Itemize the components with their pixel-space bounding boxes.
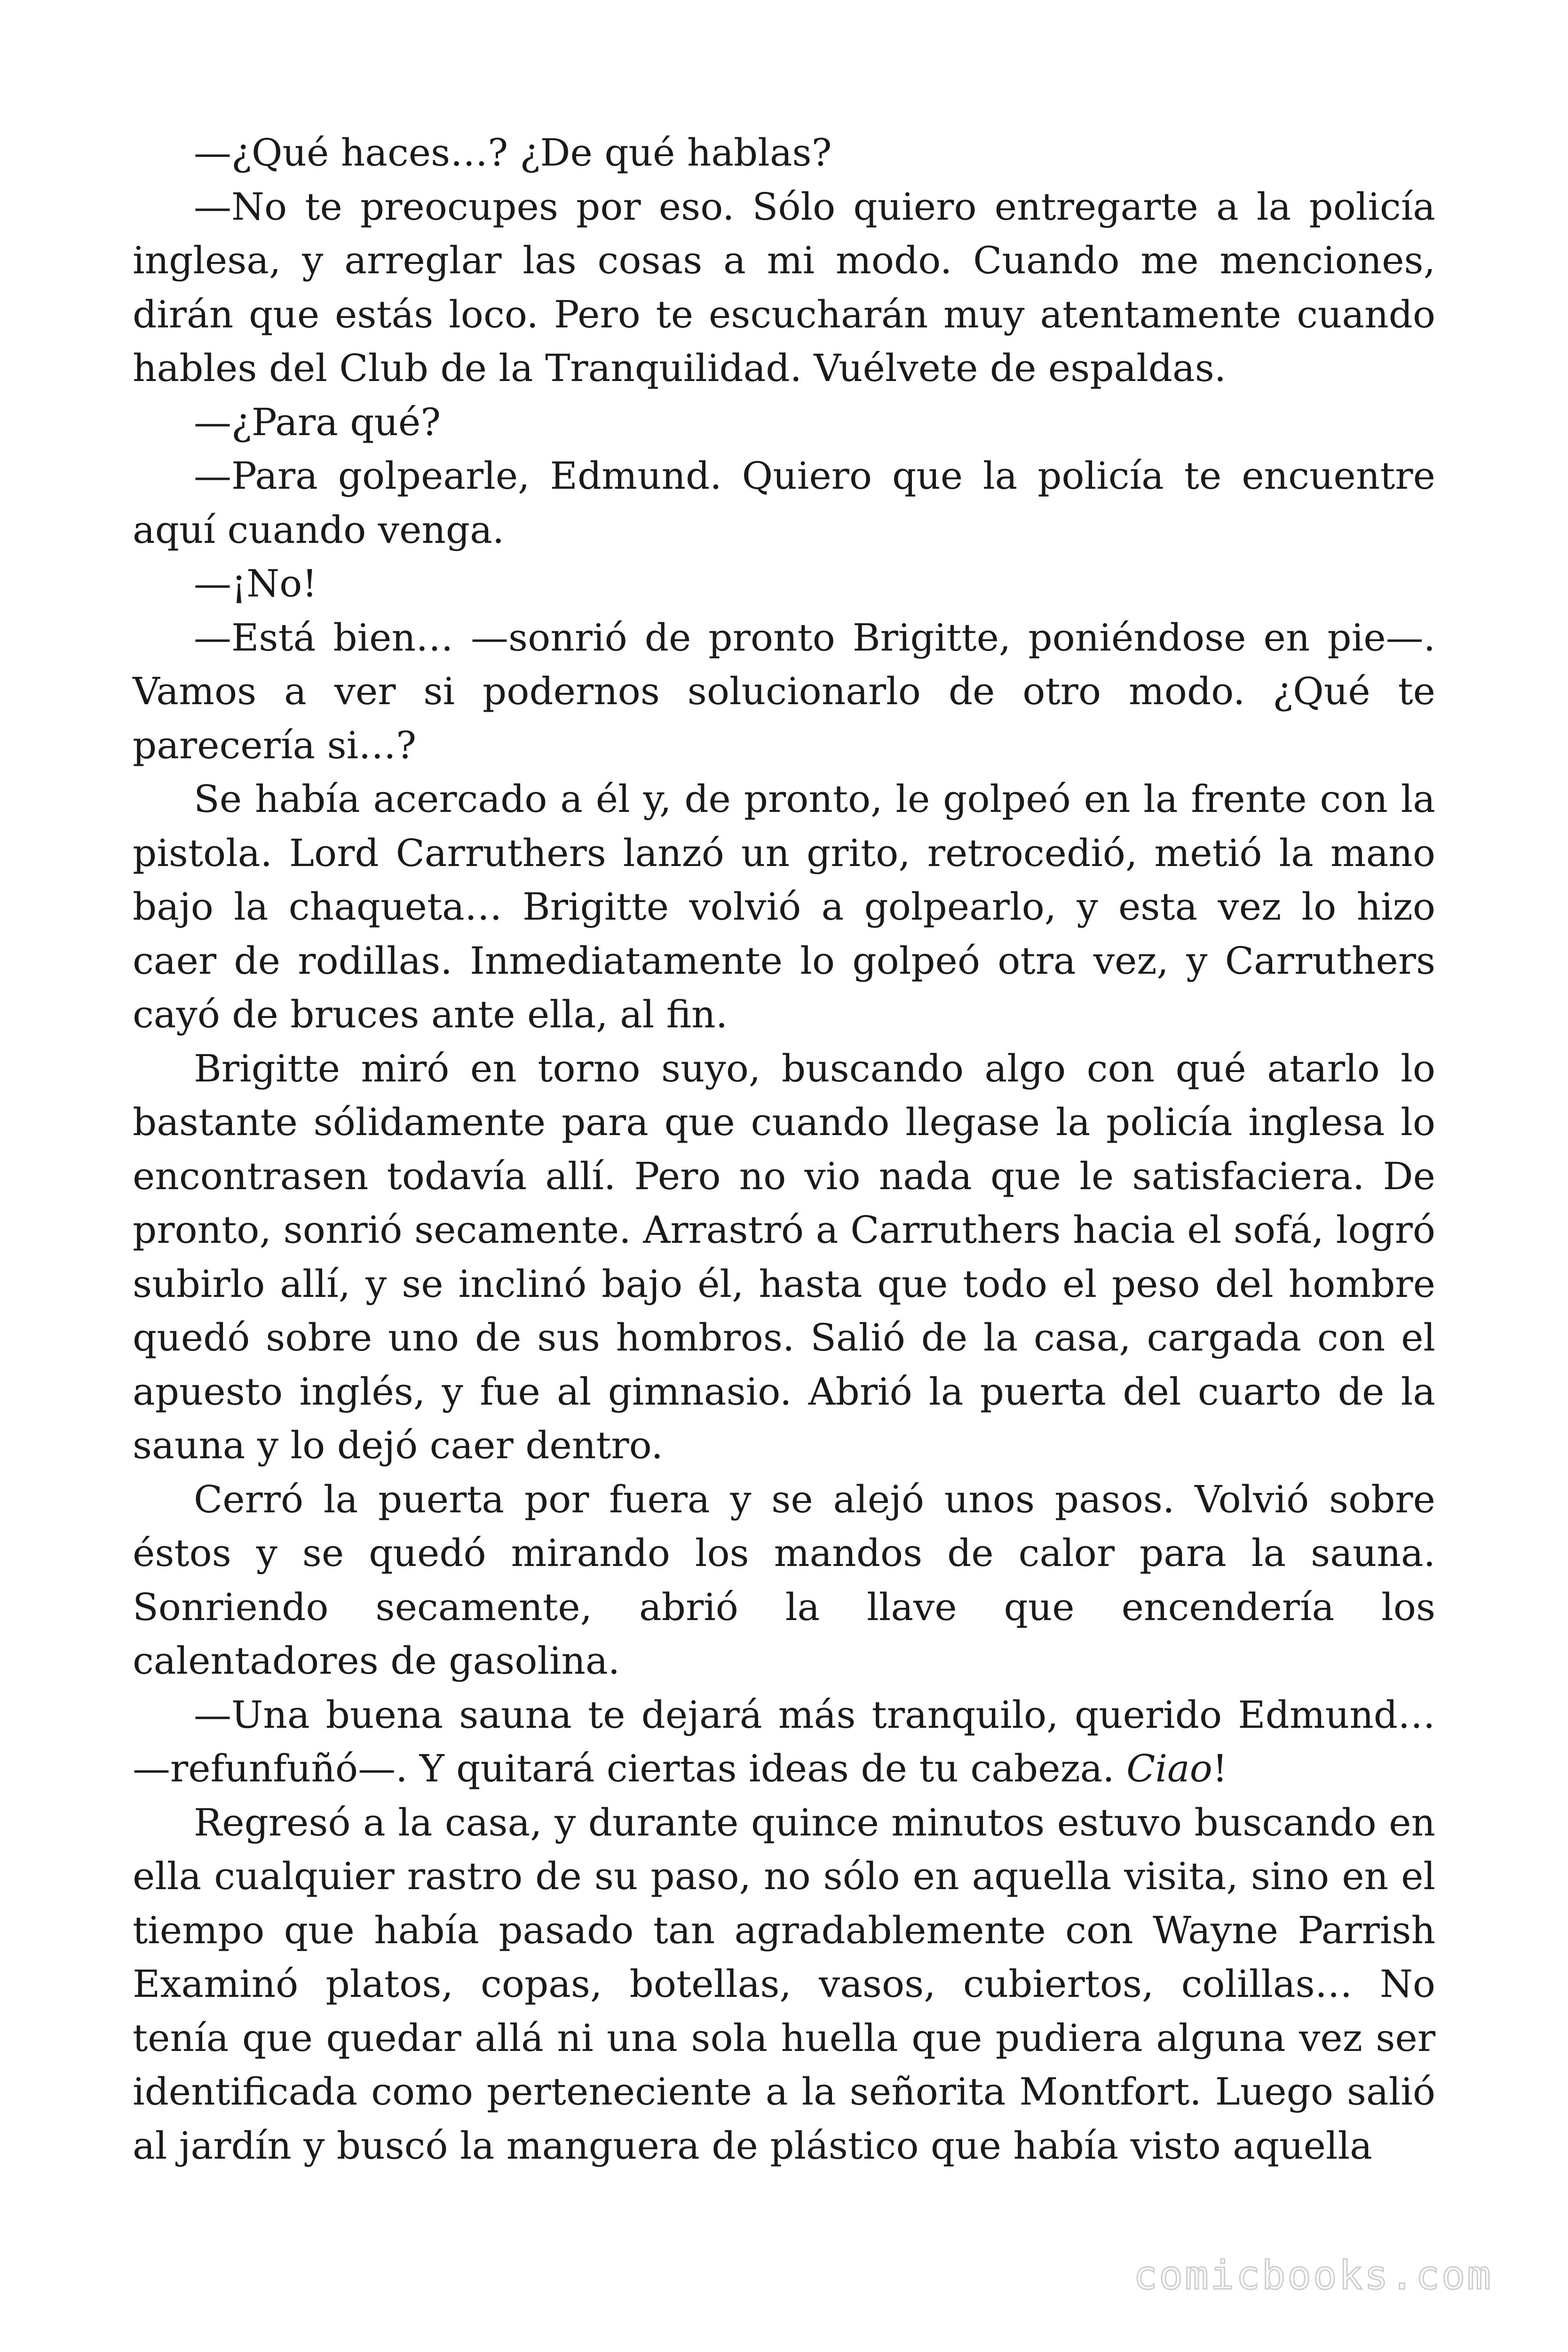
italic-word: Ciao <box>1126 1747 1212 1790</box>
paragraph-text: —No te preocupes por eso. Sólo quiero entregarte a la policía inglesa, y arreglar las cosas a mi modo. Cuando me menciones, dirán que estás loco. Pero te escucharán muy atentamente cuando hables del Club de la Tranquilidad. Vuélvete de espaldas. <box>133 184 1435 390</box>
paragraph-text: Brigitte miró en torno suyo, buscando algo con qué atarlo lo bastante sólidamente para que cuando llegase la policía inglesa lo encontrasen todavía allí. Pero no vio nada que le satisfaciera. De pronto, sonrió secamente. Arrastró a Carruthers hacia el sofá, logró subirlo allí, y se inclinó bajo él, hasta que todo el peso del hombre quedó sobre uno de sus hombros. Salió de la casa, cargada con el apuesto inglés, y fue al gimnasio. Abrió la puerta del cuarto de la sauna y lo dejó caer dentro. <box>133 1046 1435 1467</box>
paragraph-text: Regresó a la casa, y durante quince minutos estuvo buscando en ella cualquier rastro de su paso, no sólo en aquella visita, sino en el tiempo que había pasado tan agradablemente con Wayne Parrish Examinó platos, copas, botellas, vasos, cubiertos, colillas… No tenía que quedar allá ni una sola huella que pudiera alguna vez ser identificada como perteneciente a la señorita Montfort. Luego salió al jardín y buscó la manguera de plástico que había visto aquella <box>133 1800 1435 2168</box>
paragraph-text: ! <box>1212 1747 1227 1790</box>
paragraph-7 <box>133 772 1435 1042</box>
paragraph-text: —¿Qué haces…? ¿De qué hablas? <box>194 131 832 175</box>
page-body-text <box>133 126 1435 2173</box>
watermark-logo: comicbooks.com <box>1133 2252 1493 2298</box>
paragraph-8 <box>133 1042 1435 1473</box>
paragraph-text: —¿Para qué? <box>194 400 441 444</box>
paragraph-text: Se había acercado a él y, de pronto, le golpeó en la frente con la pistola. Lord Carruthers lanzó un grito, retrocedió, metió la mano bajo la chaqueta… Brigitte volvió a golpearlo, y esta vez lo hizo caer de rodillas. Inmediatamente lo golpeó otra vez, y Carruthers cayó de bruces ante ella, al fin. <box>133 777 1435 1036</box>
paragraph-text: —Una buena sauna te dejará más tranquilo, querido Edmund… —refunfuñó—. Y quitará ciertas ideas de tu cabeza. <box>133 1692 1435 1790</box>
paragraph-4 <box>133 449 1435 557</box>
paragraph-5 <box>133 557 1435 611</box>
paragraph-3 <box>133 396 1435 450</box>
paragraph-9 <box>133 1473 1435 1688</box>
paragraph-text: —Está bien… —sonrió de pronto Brigitte, poniéndose en pie—. Vamos a ver si podernos solucionarlo de otro modo. ¿Qué te parecería si…? <box>133 615 1435 767</box>
paragraph-11 <box>133 1796 1435 2173</box>
paragraph-text: —¡No! <box>194 562 317 605</box>
paragraph-2 <box>133 180 1435 396</box>
paragraph-text: Cerró la puerta por fuera y se alejó unos pasos. Volvió sobre éstos y se quedó mirando los mandos de calor para la sauna. Sonriendo secamente, abrió la llave que encendería los calentadores de gasolina. <box>133 1477 1435 1683</box>
paragraph-text: —Para golpearle, Edmund. Quiero que la policía te encuentre aquí cuando venga. <box>133 454 1435 552</box>
paragraph-10 <box>133 1688 1435 1796</box>
paragraph-1 <box>133 126 1435 180</box>
paragraph-6 <box>133 611 1435 773</box>
